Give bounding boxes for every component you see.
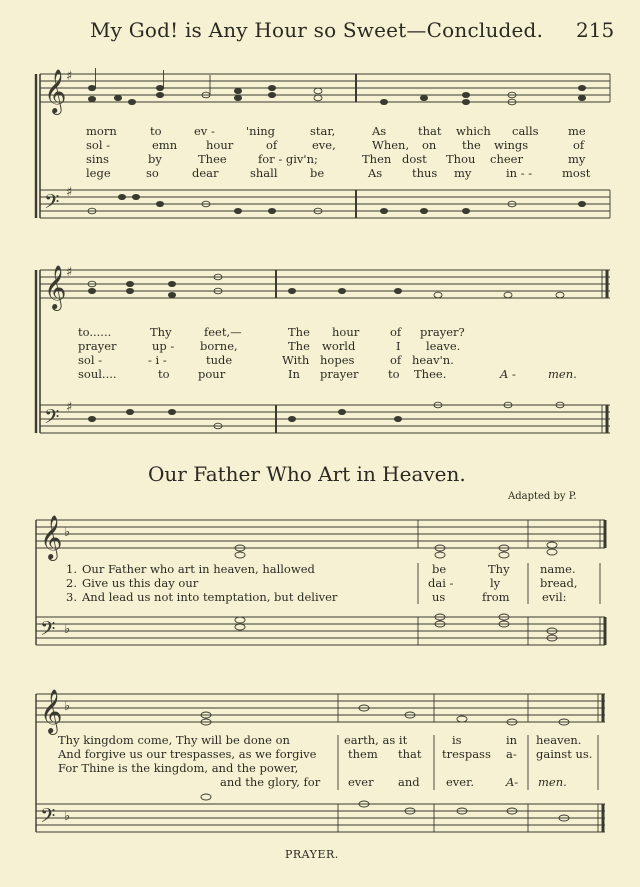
svg-text:♯: ♯ xyxy=(66,69,73,84)
svg-text:♯: ♯ xyxy=(66,185,73,200)
staff-s2-bass xyxy=(40,405,610,433)
staff-s1-bass xyxy=(40,190,610,218)
bass-clef-s1: 𝄢 xyxy=(44,190,60,218)
page-header-title: My God! is Any Hour so Sweet—Concluded. xyxy=(90,18,544,42)
amen-a: A - xyxy=(500,367,516,381)
staff-c2-treble xyxy=(36,694,605,722)
staff-c2-bass xyxy=(36,804,605,832)
svg-text:♭: ♭ xyxy=(64,622,71,637)
staff-c1-treble xyxy=(36,520,605,548)
bass-clef-s2: 𝄢 xyxy=(44,405,60,433)
chant-title: Our Father Who Art in Heaven. xyxy=(148,462,466,486)
treble-clef-s2: 𝄞 xyxy=(44,265,67,309)
bass-clef-c2: 𝄢 xyxy=(40,804,56,832)
staff-s2-treble xyxy=(40,270,610,298)
bass-clef-c1: 𝄢 xyxy=(40,617,56,645)
treble-clef-c2: 𝄞 xyxy=(40,689,63,733)
svg-text:♭: ♭ xyxy=(64,809,71,824)
footer-label: PRAYER. xyxy=(285,848,339,861)
svg-text:♯: ♯ xyxy=(66,400,73,415)
svg-text:♭: ♭ xyxy=(64,699,71,714)
treble-clef-c1: 𝄞 xyxy=(40,515,63,559)
chant-credit: Adapted by P. xyxy=(508,491,577,502)
svg-text:♯: ♯ xyxy=(66,265,73,280)
amen-men: men. xyxy=(548,367,577,381)
treble-clef-s1: 𝄞 xyxy=(44,69,67,113)
staff-s1-treble xyxy=(40,74,610,102)
staff-c1-bass xyxy=(36,617,605,645)
page-number: 215 xyxy=(576,18,615,42)
svg-text:♭: ♭ xyxy=(64,525,71,540)
